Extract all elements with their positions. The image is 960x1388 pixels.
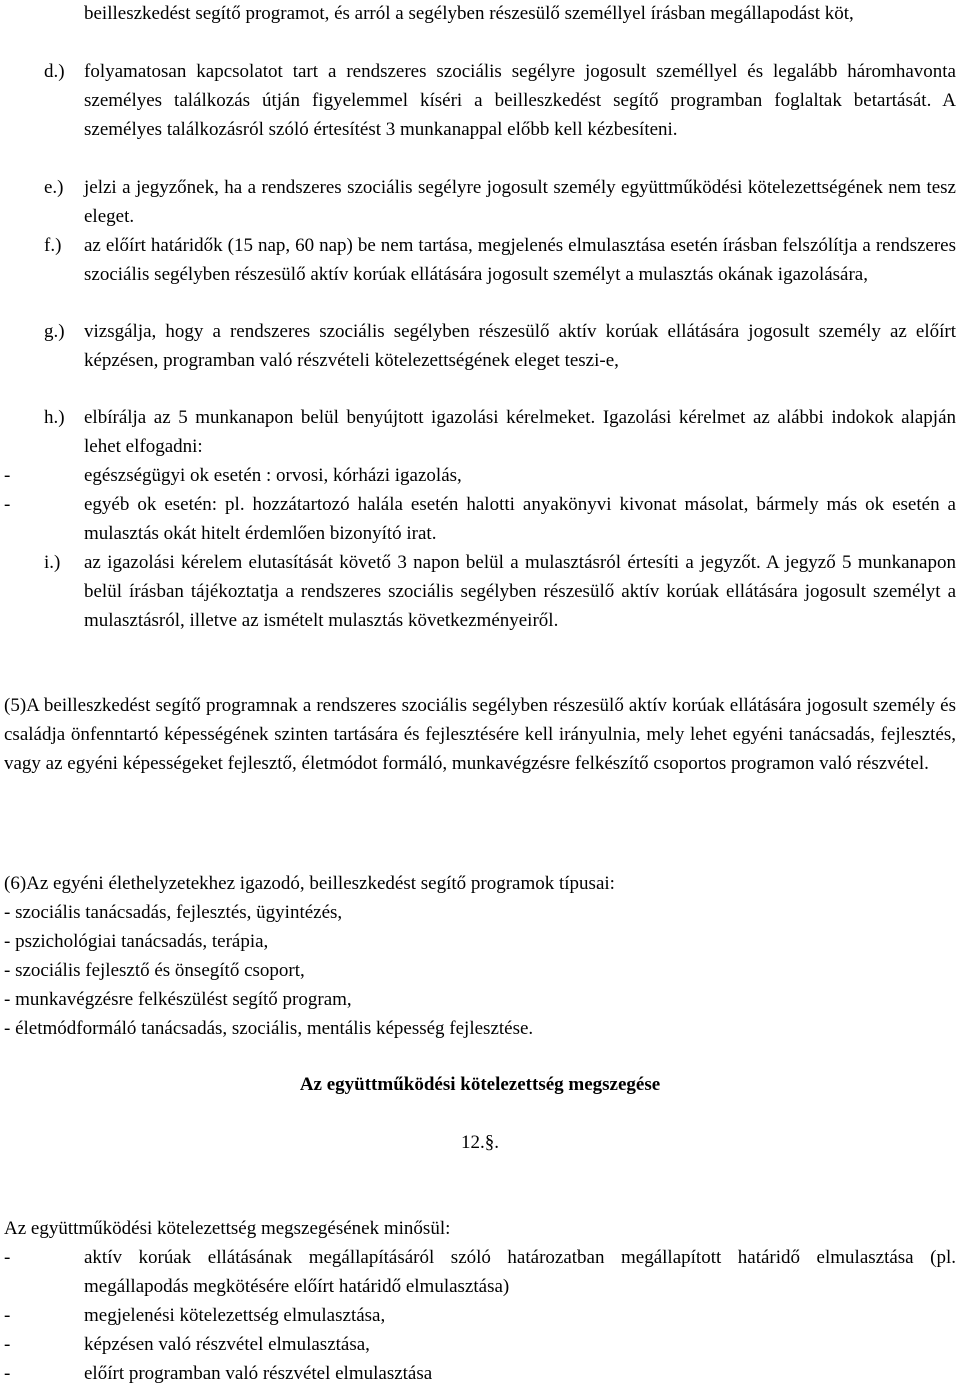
- dash-label: -: [4, 465, 11, 486]
- dash-item: [4, 490, 956, 548]
- paragraph-5: [4, 691, 956, 778]
- paragraph-text: (5)A beilleszkedést segítő programnak a rendszeres szociális segélyben részesülő aktív korúak ellátására jogosult személy és családja önfenntartó képességének szinten tartására és fejlesztésére kell irányulnia, mely lehet egyéni tanácsadás, fejlesztés, vagy az egyéni képességeket fejlesztő, életmódot formáló, munkavégzésre felkészítő csoportos programon való részvétel.: [4, 695, 956, 774]
- list-label: f.): [44, 235, 62, 256]
- dash-item-text: egyéb ok esetén: pl. hozzátartozó halála esetén halotti anyakönyvi kivonat másolat, bármely más ok esetén a mulasztás okát hitelt érdemlően bizonyító irat.: [84, 494, 956, 544]
- list-item: - szociális tanácsadás, fejlesztés, ügyintézés,: [4, 902, 343, 923]
- list-item-text: folyamatosan kapcsolatot tart a rendszeres szociális segélyre jogosult személlyel és legalább háromhavonta személyes találkozás útján figyelemmel kíséri a beilleszkedést segítő programban foglaltak betartását. A személyes találkozásról szóló értesítést 3 munkanappal előbb kell kézbesíteni.: [84, 61, 956, 140]
- dash-label: -: [4, 1334, 11, 1355]
- section-heading: Az együttműködési kötelezettség megszegése: [299, 1074, 661, 1095]
- dash-item-text: aktív korúak ellátásának megállapításáról szóló határozatban megállapított határidő elmulasztása (pl. megállapodás megkötésére előírt határidő elmulasztása): [84, 1247, 956, 1297]
- list-item: - munkavégzésre felkészülést segítő program,: [4, 989, 352, 1010]
- list-label: e.): [44, 177, 64, 198]
- list-item: - szociális fejlesztő és önsegítő csoport,: [4, 960, 305, 981]
- dash-item: [4, 1243, 956, 1301]
- list-item: - pszichológiai tanácsadás, terápia,: [4, 931, 269, 952]
- program-type-list: [4, 898, 956, 1043]
- violation-intro: Az együttműködési kötelezettség megszegésének minősül:: [4, 1218, 451, 1239]
- section-number: 12.§.: [461, 1132, 499, 1153]
- list-item-text: az előírt határidők (15 nap, 60 nap) be nem tartása, megjelenés elmulasztása esetén írásban felszólítja a rendszeres szociális segélyben részesülő aktív korúak ellátására jogosult személyt a mulasztás okának igazolására,: [84, 235, 956, 285]
- list-item-f: [44, 231, 956, 289]
- dash-label: -: [4, 1305, 11, 1326]
- list-item-d: [44, 57, 956, 144]
- dash-item: [4, 461, 956, 490]
- dash-label: -: [4, 494, 11, 515]
- dash-item-text: előírt programban való részvétel elmulasztása: [84, 1363, 433, 1384]
- list-item-i: [44, 548, 956, 635]
- list-item: - életmódformáló tanácsadás, szociális, mentális képesség fejlesztése.: [4, 1018, 534, 1039]
- dash-item: [4, 1330, 956, 1359]
- list-label: h.): [44, 407, 65, 428]
- list-item-g: [44, 317, 956, 375]
- list-item-h: [44, 403, 956, 461]
- dash-item-text: egészségügyi ok esetén : orvosi, kórházi igazolás,: [84, 465, 462, 486]
- dash-label: -: [4, 1247, 11, 1268]
- list-item-text: elbírálja az 5 munkanapon belül benyújtott igazolási kérelmeket. Igazolási kérelmet az alábbi indokok alapján lehet elfogadni:: [84, 407, 956, 457]
- list-item-text: jelzi a jegyzőnek, ha a rendszeres szociális segélyre jogosult személy együttműködési kötelezettségének nem tesz eleget.: [84, 177, 956, 227]
- dash-item-text: képzésen való részvétel elmulasztása,: [84, 1334, 370, 1355]
- list-label: i.): [44, 552, 61, 573]
- list-item-e: [44, 173, 956, 231]
- list-item-text: az igazolási kérelem elutasítását követő 3 napon belül a mulasztásról értesíti a jegyzőt. A jegyző 5 munkanapon belül írásban tájékoztatja a rendszeres szociális segélyben részesülő aktív korúak ellátására jogosult személyt a mulasztásról, illetve az ismételt mulasztás következményeiről.: [84, 552, 956, 631]
- list-label: g.): [44, 321, 65, 342]
- paragraph-text: beilleszkedést segítő programot, és arról a segélyben részesülő személlyel írásban megállapodást köt,: [84, 3, 854, 24]
- dash-item-text: megjelenési kötelezettség elmulasztása,: [84, 1305, 386, 1326]
- list-item-continuation: [44, 0, 956, 28]
- paragraph-6-intro: (6)Az egyéni élethelyzetekhez igazodó, beilleszkedést segítő programok típusai:: [4, 873, 615, 894]
- list-item-text: vizsgálja, hogy a rendszeres szociális segélyben részesülő aktív korúak ellátására jogosult személy az előírt képzésen, programban való részvételi kötelezettségének eleget teszi-e,: [84, 321, 956, 371]
- dash-item: [4, 1359, 956, 1388]
- dash-item: [4, 1301, 956, 1330]
- list-label: d.): [44, 61, 65, 82]
- dash-label: -: [4, 1363, 11, 1384]
